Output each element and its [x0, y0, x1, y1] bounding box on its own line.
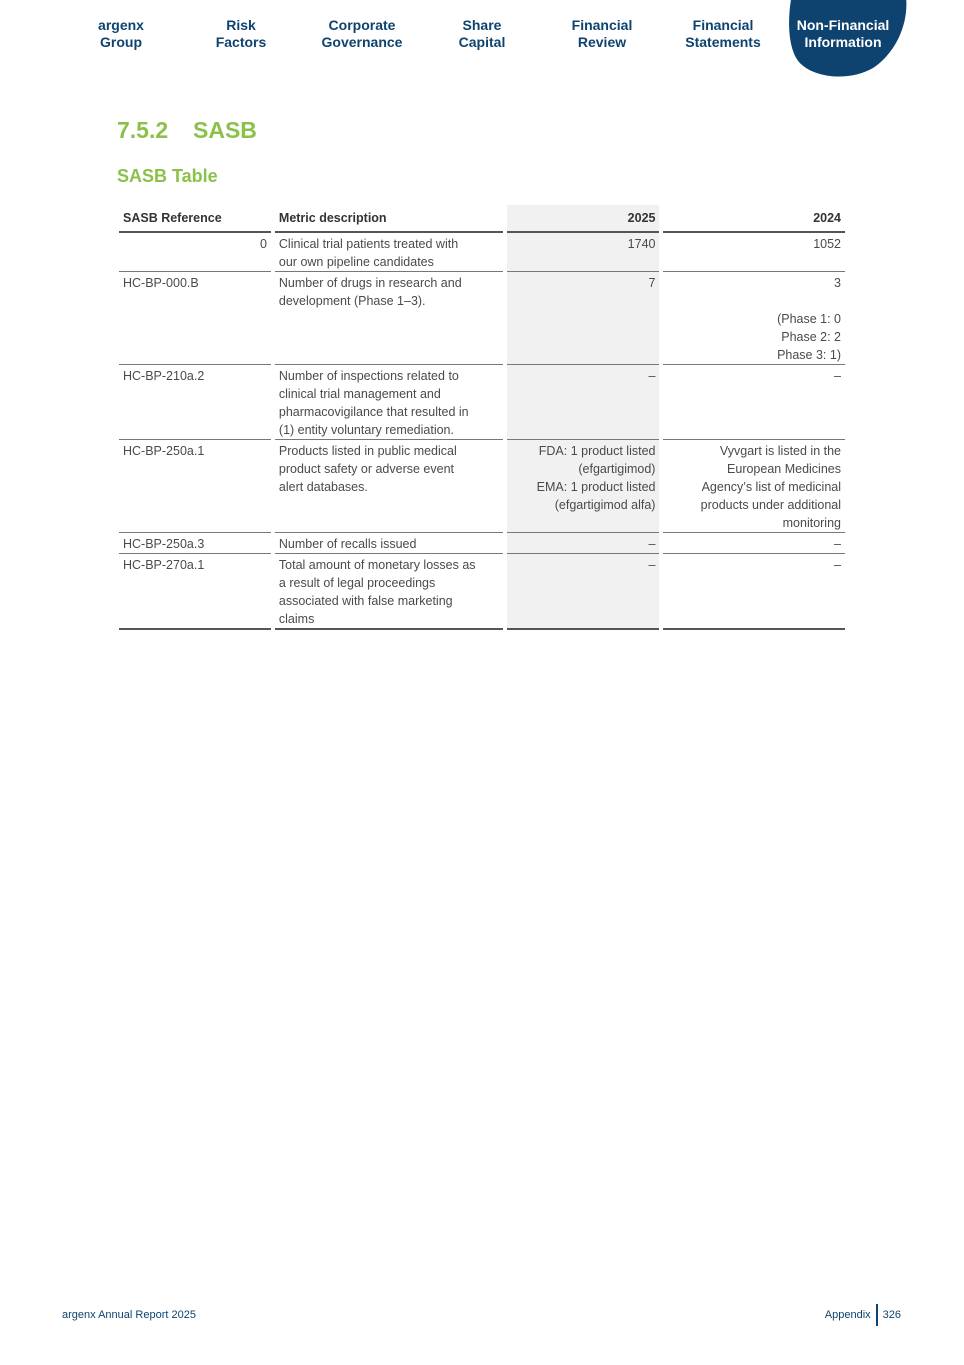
nav-tab-line1: Risk [226, 17, 256, 33]
cell-line: – [834, 558, 841, 572]
cell-2024-value [663, 233, 845, 272]
nav-tab-financial-review[interactable] [542, 17, 662, 51]
cell-2025-value [507, 440, 659, 533]
cell-line: – [834, 537, 841, 551]
cell-line: claims [278, 612, 315, 626]
footer-section-link[interactable]: Appendix [824, 1309, 871, 1321]
cell-sasb-reference: HC-BP-270a.1 [119, 554, 271, 630]
cell-metric-description [275, 365, 503, 440]
cell-line: (Phase 1: 0 [777, 312, 841, 326]
cell-line: 7 [648, 276, 656, 290]
table-row [119, 554, 845, 630]
cell-line: product safety or adverse event [278, 462, 455, 476]
nav-tab-line2: Information [804, 34, 882, 50]
cell-line: monitoring [782, 516, 841, 530]
table-row [119, 272, 845, 365]
cell-line: 1740 [627, 237, 656, 251]
cell-metric-description [275, 554, 503, 630]
nav-tab-line1: argenx [98, 17, 144, 33]
cell-metric-description [275, 533, 503, 554]
cell-line: – [834, 369, 841, 383]
sasb-table [115, 205, 849, 630]
header-metric-description: Metric description [275, 205, 503, 233]
cell-metric-description [275, 272, 503, 365]
cell-sasb-reference: 0 [119, 233, 271, 272]
top-navigation [0, 0, 964, 90]
cell-line: EMA: 1 product listed [536, 480, 656, 494]
cell-line: Number of drugs in research and [278, 276, 462, 290]
cell-line: Total amount of monetary losses as [278, 558, 476, 572]
nav-tab-line1: Financial [571, 17, 633, 33]
cell-2025-value [507, 272, 659, 365]
cell-2024-value [663, 440, 845, 533]
nav-tab-line2: Governance [321, 34, 403, 50]
nav-tab-line2: Factors [215, 34, 267, 50]
header-2025: 2025 [507, 205, 659, 233]
cell-line [667, 292, 841, 310]
nav-tab-share-capital[interactable] [422, 17, 542, 51]
cell-line: pharmacovigilance that resulted in [278, 405, 469, 419]
cell-line: our own pipeline candidates [278, 255, 434, 269]
cell-2024-value [663, 272, 845, 365]
cell-line: Products listed in public medical [278, 444, 457, 458]
cell-line: – [648, 537, 656, 551]
cell-line: Clinical trial patients treated with [278, 237, 459, 251]
nav-tab-line2: Group [100, 34, 142, 50]
cell-metric-description [275, 440, 503, 533]
cell-line: Number of recalls issued [278, 537, 417, 551]
cell-line: European Medicines [727, 462, 841, 476]
footer-separator [876, 1304, 878, 1326]
cell-metric-description [275, 233, 503, 272]
cell-line: 1052 [813, 237, 841, 251]
cell-2025-value [507, 233, 659, 272]
header-2024: 2024 [663, 205, 845, 233]
cell-sasb-reference: HC-BP-210a.2 [119, 365, 271, 440]
nav-tab-financial-statements[interactable] [663, 17, 783, 51]
cell-line: development (Phase 1–3). [278, 294, 426, 308]
cell-line: (1) entity voluntary remediation. [278, 423, 454, 437]
cell-2024-value [663, 554, 845, 630]
table-header-row [119, 205, 845, 233]
page-number: 326 [882, 1309, 901, 1321]
table-row [119, 233, 845, 272]
cell-line: Phase 3: 1) [777, 348, 841, 362]
cell-line: FDA: 1 product listed [538, 444, 656, 458]
section-heading [117, 117, 257, 144]
cell-2025-value [507, 554, 659, 630]
nav-tab-line2: Review [577, 34, 627, 50]
nav-tab-line1: Corporate [328, 17, 396, 33]
nav-tab-line2: Statements [685, 34, 761, 50]
cell-sasb-reference: HC-BP-250a.3 [119, 533, 271, 554]
cell-line: (efgartigimod alfa) [554, 498, 656, 512]
cell-line: Agency’s list of medicinal [701, 480, 841, 494]
cell-2025-value [507, 365, 659, 440]
nav-tab-risk-factors[interactable] [181, 17, 301, 51]
cell-line: – [648, 369, 656, 383]
header-sasb-reference: SASB Reference [119, 205, 271, 233]
cell-line: clinical trial management and [278, 387, 441, 401]
cell-line: Phase 2: 2 [781, 330, 841, 344]
nav-tab-corporate-governance[interactable] [302, 17, 422, 51]
nav-tab-line2: Capital [458, 34, 506, 50]
cell-line: (efgartigimod) [578, 462, 656, 476]
nav-tab-line1: Financial [692, 17, 754, 33]
cell-line: Number of inspections related to [278, 369, 459, 383]
cell-line: – [648, 558, 656, 572]
nav-tab-line1: Non-Financial [796, 17, 890, 33]
table-title: SASB Table [117, 166, 218, 186]
table-row [119, 533, 845, 554]
footer-report-title: argenx Annual Report 2025 [62, 1309, 196, 1321]
section-title: SASB [193, 117, 257, 143]
nav-tab-non-financial-information[interactable] [783, 17, 903, 51]
nav-tab-argenx-group[interactable] [61, 17, 181, 51]
cell-2025-value [507, 533, 659, 554]
footer-page-info [825, 1304, 901, 1326]
cell-2024-value [663, 533, 845, 554]
cell-2024-value [663, 365, 845, 440]
cell-sasb-reference: HC-BP-000.B [119, 272, 271, 365]
cell-line: Vyvgart is listed in the [719, 444, 841, 458]
cell-line: 3 [834, 276, 841, 290]
nav-tab-line1: Share [462, 17, 502, 33]
cell-line: alert databases. [278, 480, 368, 494]
section-number: 7.5.2 [117, 117, 169, 143]
table-row [119, 365, 845, 440]
cell-line: a result of legal proceedings [278, 576, 436, 590]
cell-line: products under additional [700, 498, 841, 512]
cell-sasb-reference: HC-BP-250a.1 [119, 440, 271, 533]
cell-line: associated with false marketing [278, 594, 453, 608]
table-row [119, 440, 845, 533]
